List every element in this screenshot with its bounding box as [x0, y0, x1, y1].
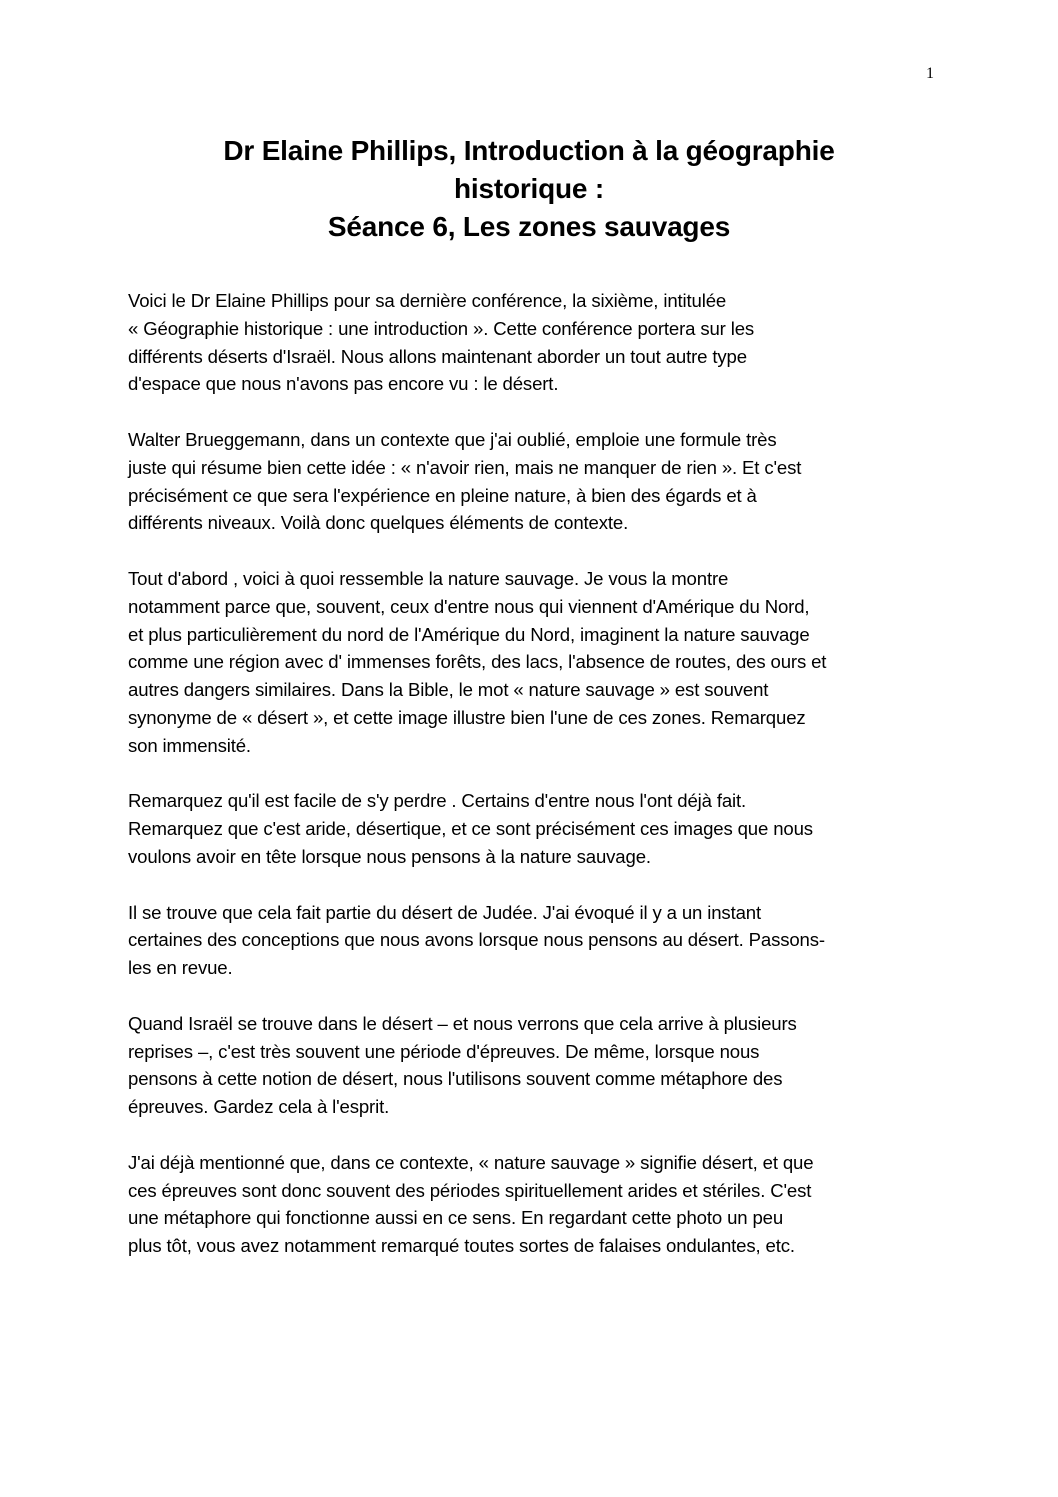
- title-line-1: Dr Elaine Phillips, Introduction à la géographie: [223, 135, 835, 166]
- text-line: certaines des conceptions que nous avons lorsque nous pensons au désert. Passons-: [128, 929, 825, 951]
- text-line: son immensité.: [128, 734, 251, 756]
- text-line: comme une région avec d' immenses forêts, des lacs, l'absence de routes, des ours et: [128, 651, 827, 673]
- text-line: autres dangers similaires. Dans la Bible, le mot « nature sauvage » est souvent: [128, 679, 769, 701]
- text-line: reprises –, c'est très souvent une période d'épreuves. De même, lorsque nous: [128, 1040, 760, 1062]
- paragraph-4: [128, 787, 938, 870]
- text-line: ces épreuves sont donc souvent des périodes spirituellement arides et stériles. C'est: [128, 1179, 812, 1201]
- text-line: synonyme de « désert », et cette image illustre bien l'une de ces zones. Remarquez: [128, 706, 806, 728]
- text-line: Il se trouve que cela fait partie du désert de Judée. J'ai évoqué il y a un instant: [128, 901, 761, 923]
- text-line: juste qui résume bien cette idée : « n'avoir rien, mais ne manquer de rien ». Et c'est: [128, 456, 802, 478]
- document-title: [128, 132, 930, 246]
- text-line: Quand Israël se trouve dans le désert – et nous verrons que cela arrive à plusieurs: [128, 1012, 797, 1034]
- text-line: « Géographie historique : une introduction ». Cette conférence portera sur les: [128, 317, 755, 339]
- paragraph-1: [128, 287, 938, 398]
- text-line: Walter Brueggemann, dans un contexte que j'ai oublié, emploie une formule très: [128, 428, 777, 450]
- text-line: précisément ce que sera l'expérience en pleine nature, à bien des égards et à: [128, 484, 757, 506]
- text-line: Remarquez qu'il est facile de s'y perdre . Certains d'entre nous l'ont déjà fait.: [128, 790, 747, 812]
- text-line: notamment parce que, souvent, ceux d'entre nous qui viennent d'Amérique du Nord,: [128, 595, 810, 617]
- text-line: les en revue.: [128, 957, 233, 979]
- paragraph-6: [128, 1010, 938, 1121]
- text-line: pensons à cette notion de désert, nous l'utilisons souvent comme métaphore des: [128, 1068, 783, 1090]
- text-line: une métaphore qui fonctionne aussi en ce sens. En regardant cette photo un peu: [128, 1207, 784, 1229]
- text-line: J'ai déjà mentionné que, dans ce contexte, « nature sauvage » signifie désert, et que: [128, 1151, 814, 1173]
- text-line: Voici le Dr Elaine Phillips pour sa dernière conférence, la sixième, intitulée: [128, 290, 727, 311]
- text-line: voulons avoir en tête lorsque nous pensons à la nature sauvage.: [128, 845, 651, 867]
- paragraph-7: [128, 1149, 938, 1260]
- text-line: différents niveaux. Voilà donc quelques éléments de contexte.: [128, 512, 629, 534]
- paragraph-3: [128, 565, 938, 760]
- text-line: Remarquez que c'est aride, désertique, et ce sont précisément ces images que nous: [128, 818, 813, 840]
- text-line: et plus particulièrement du nord de l'Amérique du Nord, imaginent la nature sauvage: [128, 623, 810, 645]
- text-line: épreuves. Gardez cela à l'esprit.: [128, 1096, 390, 1118]
- title-line-2: historique :: [453, 173, 605, 204]
- text-line: différents déserts d'Israël. Nous allons maintenant aborder un tout autre type: [128, 345, 747, 367]
- title-line-3: Séance 6, Les zones sauvages: [327, 211, 731, 242]
- document-body: [128, 287, 938, 1288]
- text-line: Tout d'abord , voici à quoi ressemble la nature sauvage. Je vous la montre: [128, 567, 729, 589]
- paragraph-2: [128, 426, 938, 537]
- paragraph-5: [128, 899, 938, 982]
- page-number: 1: [926, 65, 934, 82]
- text-line: d'espace que nous n'avons pas encore vu : le désert.: [128, 373, 559, 395]
- text-line: plus tôt, vous avez notamment remarqué toutes sortes de falaises ondulantes, etc.: [128, 1235, 795, 1257]
